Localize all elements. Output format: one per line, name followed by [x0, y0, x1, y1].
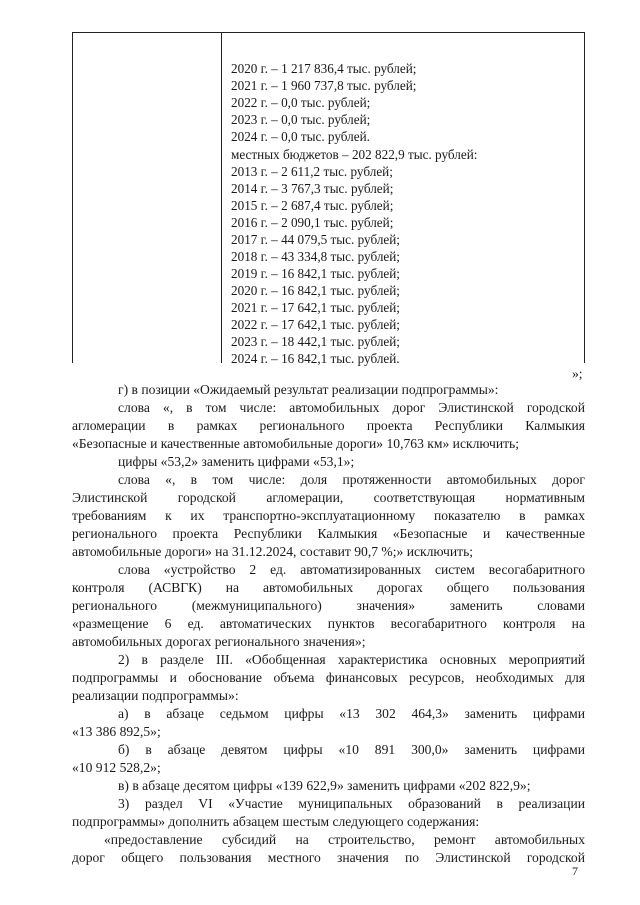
table-line: 2022 г. – 17 642,1 тыс. рублей; [231, 317, 400, 332]
paragraph-line: цифры «53,2» заменить цифрами «53,1»; [118, 454, 355, 469]
page-number: 7 [572, 864, 578, 878]
paragraph-line: 3) раздел VI «Участие муниципальных образований в реализации [118, 796, 585, 811]
paragraph-line: «размещение 6 ед. автоматических пунктов весогабаритного контроля на [72, 616, 585, 631]
paragraph-line: слова «, в том числе: автомобильных дорог Элистинской городской [118, 400, 585, 415]
table-line: 2020 г. – 1 217 836,4 тыс. рублей; [231, 61, 417, 76]
table-line: 2018 г. – 43 334,8 тыс. рублей; [231, 249, 400, 264]
table-column-divider [221, 33, 222, 363]
table-line: 2015 г. – 2 687,4 тыс. рублей; [231, 198, 394, 213]
paragraph-line: слова «, в том числе: доля протяженности автомобильных дорог [118, 472, 585, 487]
table-line: 2019 г. – 16 842,1 тыс. рублей; [231, 266, 400, 281]
table-line: 2022 г. – 0,0 тыс. рублей; [231, 95, 371, 110]
table-line: 2023 г. – 18 442,1 тыс. рублей; [231, 334, 400, 349]
paragraph-line: автомобильные дороги» на 31.12.2024, составит 90,7 %;» исключить; [72, 544, 474, 559]
table-closing-quote: »; [572, 366, 583, 381]
paragraph-line: слова «устройство 2 ед. автоматизированных систем весогабаритного [118, 562, 585, 577]
table-line: 2020 г. – 16 842,1 тыс. рублей; [231, 283, 400, 298]
table-line: 2013 г. – 2 611,2 тыс. рублей; [231, 164, 393, 179]
table-line: 2016 г. – 2 090,1 тыс. рублей; [231, 215, 394, 230]
paragraph-line: дорог общего пользования местного значения по Элистинской городской [72, 850, 585, 865]
budget-table [72, 32, 585, 366]
paragraph-line: агломерации в рамках регионального проекта Республики Калмыкия [72, 418, 585, 433]
paragraph-line: «10 912 528,2»; [72, 760, 161, 775]
table-line: 2023 г. – 0,0 тыс. рублей; [231, 112, 371, 127]
paragraph-line: 2) в разделе III. «Обобщенная характеристика основных мероприятий [118, 652, 585, 667]
paragraph-line: подпрограммы и обоснование объема финансовых ресурсов, необходимых для [72, 670, 585, 685]
paragraph-line: «13 386 892,5»; [72, 724, 161, 739]
table-line: 2021 г. – 1 960 737,8 тыс. рублей; [231, 78, 417, 93]
paragraph-line: «предоставление субсидий на строительство, ремонт автомобильных [104, 832, 585, 847]
table-line: 2021 г. – 17 642,1 тыс. рублей; [231, 300, 400, 315]
paragraph-line: подпрограммы» дополнить абзацем шестым следующего содержания: [72, 814, 480, 829]
table-line: местных бюджетов – 202 822,9 тыс. рублей: [231, 147, 478, 162]
paragraph-line: реализации подпрограммы»: [72, 688, 239, 703]
paragraph-line: б) в абзаце девятом цифры «10 891 300,0» заменить цифрами [118, 742, 585, 757]
table-line: 2017 г. – 44 079,5 тыс. рублей; [231, 232, 400, 247]
paragraph-line: а) в абзаце седьмом цифры «13 302 464,3» заменить цифрами [118, 706, 585, 721]
paragraph-line: требованиям к их транспортно-эксплуатационному показателю в рамках [72, 508, 585, 523]
table-line: 2024 г. – 16 842,1 тыс. рублей. [231, 351, 400, 366]
paragraph-line: регионального (межмуниципального) значения» заменить словами [72, 598, 585, 613]
paragraph-line: контроля (АСВГК) на автомобильных дорогах общего пользования [72, 580, 585, 595]
paragraph-line: г) в позиции «Ожидаемый результат реализации подпрограммы»: [118, 382, 499, 397]
table-line: 2024 г. – 0,0 тыс. рублей. [231, 129, 370, 144]
paragraph-line: «Безопасные и качественные автомобильные дороги» 10,763 км» исключить; [72, 436, 520, 451]
paragraph-line: регионального проекта Республики Калмыкия «Безопасные и качественные [72, 526, 585, 541]
paragraph-line: Элистинской городской агломерации, соответствующая нормативным [72, 490, 585, 505]
paragraph-line: в) в абзаце десятом цифры «139 622,9» заменить цифрами «202 822,9»; [118, 778, 531, 793]
paragraph-line: автомобильных дорогах регионального значения»; [72, 634, 366, 649]
table-line: 2014 г. – 3 767,3 тыс. рублей; [231, 181, 394, 196]
